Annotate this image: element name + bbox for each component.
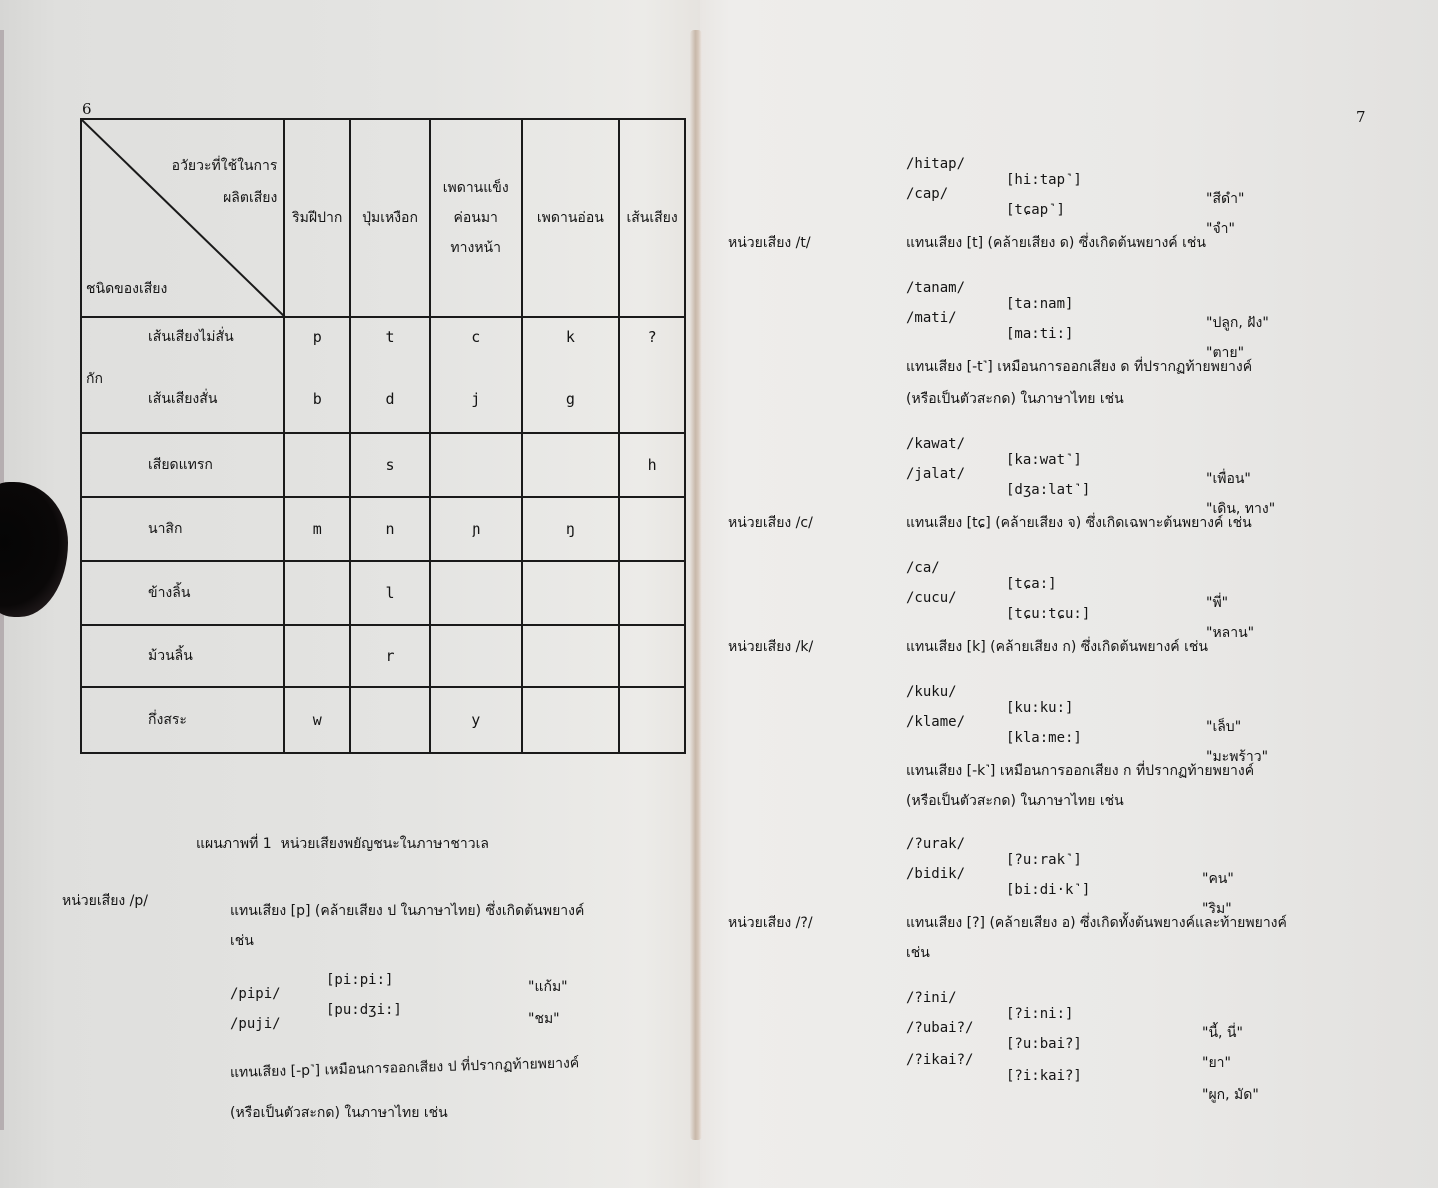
table-cell (430, 561, 522, 625)
table-cell (350, 317, 430, 433)
table-cell: w (284, 687, 350, 753)
table-cell (284, 561, 350, 625)
description-line: เช่น (230, 933, 254, 949)
row-label-semivowel: กึ่งสระ (81, 687, 284, 753)
gloss: "ผูก, มัด" (1202, 1087, 1259, 1103)
table-cell (522, 561, 620, 625)
phonemic-form: /ca/ (906, 560, 940, 576)
phonemic-form: /?ubai?/ (906, 1020, 974, 1036)
description-line: แทนเสียง [k] (คล้ายเสียง ก) ซึ่งเกิดต้นพยางค์ เช่น (906, 639, 1208, 655)
table-cell (619, 687, 685, 753)
description-line: (หรือเป็นตัวสะกด) ในภาษาไทย เช่น (906, 391, 1124, 407)
phonemic-form: /?urak/ (906, 836, 966, 852)
phonemic-form: /tanam/ (906, 280, 966, 296)
table-cell: ɲ (430, 497, 522, 561)
table-cell (522, 625, 620, 687)
figure-caption: แผนภาพที่ 1 หน่วยเสียงพยัญชนะในภาษาชาวเล (196, 836, 489, 852)
row-label-nasal: นาสิก (81, 497, 284, 561)
gloss: "แก้ม" (528, 979, 568, 995)
phoneme-label-p: หน่วยเสียง /p/ (62, 893, 149, 909)
description-line: แทนเสียง [?] (คล้ายเสียง อ) ซึ่งเกิดทั้งต้นพยางค์และท้ายพยางค์ (906, 915, 1287, 931)
example-row (906, 574, 1326, 641)
palatal-line-3: ทางหน้า (450, 240, 501, 256)
table-header-row (81, 119, 685, 317)
gloss: "พี่" (1206, 595, 1229, 611)
description-line: แทนเสียง [tɕ] (คล้ายเสียง จ) ซึ่งเกิดเฉพาะต้นพยางค์ เช่น (906, 515, 1252, 531)
phonetic-form: [?i:kai?] (1006, 1068, 1082, 1084)
phonetic-form: [kla:me:] (1006, 730, 1082, 746)
phonemic-form: /jalat/ (906, 466, 966, 482)
table-cell (430, 317, 522, 433)
phonetic-form: [tɕa:] (1006, 576, 1057, 592)
phonemic-form: /bidik/ (906, 866, 966, 882)
table-cell (619, 561, 685, 625)
table-row-lateral (81, 561, 685, 625)
phonetic-form: [tɕap˺] (1006, 202, 1065, 218)
corner-top-label (172, 150, 278, 214)
phonemic-form: /?ini/ (906, 990, 957, 1006)
phonetic-form: [bi:di·k˺] (1006, 882, 1091, 898)
phoneme-label-c: หน่วยเสียง /c/ (728, 515, 813, 531)
phoneme-label-t: หน่วยเสียง /t/ (728, 235, 811, 251)
palatal-line-2: ค่อนมา (453, 210, 498, 226)
description-line: เช่น (906, 945, 930, 961)
table-cell: s (350, 433, 430, 497)
phonetic-form: [hi:tap˺] (1006, 172, 1082, 188)
table-row-stop (81, 317, 685, 433)
gloss: "จำ" (1206, 221, 1235, 237)
phonetic-form: [tɕu:tɕu:] (1006, 606, 1091, 622)
symbol: t (385, 328, 395, 346)
voiceless-label: เส้นเสียงไม่สั่น (148, 329, 234, 345)
example-row (230, 1000, 670, 1032)
gloss: "เพื่อน" (1206, 471, 1251, 487)
voiced-label: เส้นเสียงสั่น (148, 391, 218, 407)
gloss: "หลาน" (1206, 625, 1255, 641)
column-header-velar: เพดานอ่อน (522, 119, 620, 317)
page-number-left: 6 (82, 100, 92, 118)
phonemic-form: /puji/ (230, 1016, 281, 1032)
column-header-palatal (430, 119, 522, 317)
table-cell (284, 433, 350, 497)
table-cell (522, 317, 620, 433)
table-cell (619, 625, 685, 687)
table-cell (350, 687, 430, 753)
table-row-trill (81, 625, 685, 687)
phonetic-form: [dʒa:lat˺] (1006, 482, 1091, 498)
book-spine-fold (690, 30, 702, 1140)
phonetic-form: [ta:nam] (1006, 296, 1074, 312)
symbol: c (471, 328, 481, 346)
gloss: "เดิน, ทาง" (1206, 501, 1276, 517)
gloss: "นี้, นี่" (1202, 1025, 1243, 1041)
phonetic-form: [ma:ti:] (1006, 326, 1074, 342)
phonemic-form: /kawat/ (906, 436, 966, 452)
table-cell: r (350, 625, 430, 687)
phonemic-form: /kuku/ (906, 684, 957, 700)
row-label-stop (81, 317, 284, 433)
symbol: b (312, 390, 322, 408)
column-header-glottal: เส้นเสียง (619, 119, 685, 317)
gloss: "มะพร้าว" (1206, 749, 1269, 765)
consonant-chart-table (80, 118, 686, 754)
corner-bottom-label: ชนิดของเสียง (86, 281, 168, 297)
phonetic-form: [pu:dʒi:] (326, 1002, 402, 1018)
table-cell: l (350, 561, 430, 625)
phonemic-form: /klame/ (906, 714, 966, 730)
page-number-right: 7 (1356, 108, 1366, 126)
example-row (230, 970, 670, 1002)
gloss: "ชม" (528, 1011, 560, 1027)
table-row-fricative (81, 433, 685, 497)
stop-group-label: กัก (86, 371, 103, 387)
palatal-line-1: เพดานแข็ง (442, 180, 509, 196)
phoneme-label-k: หน่วยเสียง /k/ (728, 639, 814, 655)
symbol: p (312, 328, 322, 346)
table-row-nasal (81, 497, 685, 561)
phonemic-form: /hitap/ (906, 156, 966, 172)
table-cell (430, 433, 522, 497)
gloss: "เล็บ" (1206, 719, 1242, 735)
table-cell (619, 497, 685, 561)
description-line: แทนเสียง [-k˺] เหมือนการออกเสียง ก ที่ปรากฏท้ายพยางค์ (906, 763, 1255, 779)
symbol: g (565, 390, 575, 408)
table-cell: ŋ (522, 497, 620, 561)
gloss: "ยา" (1202, 1055, 1231, 1071)
phonemic-form: /mati/ (906, 310, 957, 326)
description-line: แทนเสียง [-p˺] เหมือนการออกเสียง ป ที่ปรากฏท้ายพยางค์ (229, 1055, 580, 1081)
gloss: "ตาย" (1206, 345, 1245, 361)
phonetic-form: [pi:pi:] (326, 972, 394, 988)
row-label-trill: ม้วนลิ้น (81, 625, 284, 687)
corner-top-line-2: ผลิตเสียง (223, 190, 278, 206)
table-cell: h (619, 433, 685, 497)
description-line: แทนเสียง [-t˺] เหมือนการออกเสียง ด ที่ปรากฏท้ายพยางค์ (906, 359, 1253, 375)
phonetic-form: [ku:ku:] (1006, 700, 1074, 716)
description-line: แทนเสียง [p] (คล้ายเสียง ป ในภาษาไทย) ซึ่งเกิดต้นพยางค์ (230, 903, 585, 919)
phonetic-form: [?i:ni:] (1006, 1006, 1074, 1022)
table-cell (430, 625, 522, 687)
description-line: แทนเสียง [t] (คล้ายเสียง ด) ซึ่งเกิดต้นพยางค์ เช่น (906, 235, 1206, 251)
symbol: k (565, 328, 575, 346)
column-header-alveolar: ปุ่มเหงือก (350, 119, 430, 317)
phoneme-label-glottal: หน่วยเสียง /?/ (728, 915, 813, 931)
phonemic-form: /pipi/ (230, 986, 281, 1002)
symbol: d (385, 390, 395, 408)
description-line: (หรือเป็นตัวสะกด) ในภาษาไทย เช่น (906, 793, 1124, 809)
table-cell (284, 317, 350, 433)
phonemic-form: /cucu/ (906, 590, 957, 606)
symbol: ? (647, 328, 657, 346)
row-label-lateral: ข้างลิ้น (81, 561, 284, 625)
table-cell: n (350, 497, 430, 561)
gloss: "ริม" (1202, 901, 1232, 917)
table-cell: y (430, 687, 522, 753)
gloss: "สีดำ" (1206, 191, 1245, 207)
column-header-bilabial: ริมฝีปาก (284, 119, 350, 317)
gloss: "ปลูก, ฝัง" (1206, 315, 1269, 331)
table-cell (522, 687, 620, 753)
phonetic-form: [?u:rak˺] (1006, 852, 1082, 868)
corner-top-line-1: อวัยวะที่ใช้ในการ (171, 158, 278, 174)
symbol: j (471, 390, 481, 408)
phonemic-form: /cap/ (906, 186, 949, 202)
table-row-semivowel (81, 687, 685, 753)
table-cell (619, 317, 685, 433)
table-cell (284, 625, 350, 687)
phonetic-form: [?u:bai?] (1006, 1036, 1082, 1052)
table-corner-cell (81, 119, 284, 317)
row-label-fricative: เสียดแทรก (81, 433, 284, 497)
description-line: (หรือเป็นตัวสะกด) ในภาษาไทย เช่น (230, 1105, 448, 1121)
table-cell: m (284, 497, 350, 561)
gloss: "คน" (1202, 871, 1234, 887)
phonetic-form: [ka:wat˺] (1006, 452, 1082, 468)
phonemic-form: /?ikai?/ (906, 1052, 974, 1068)
table-cell (522, 433, 620, 497)
